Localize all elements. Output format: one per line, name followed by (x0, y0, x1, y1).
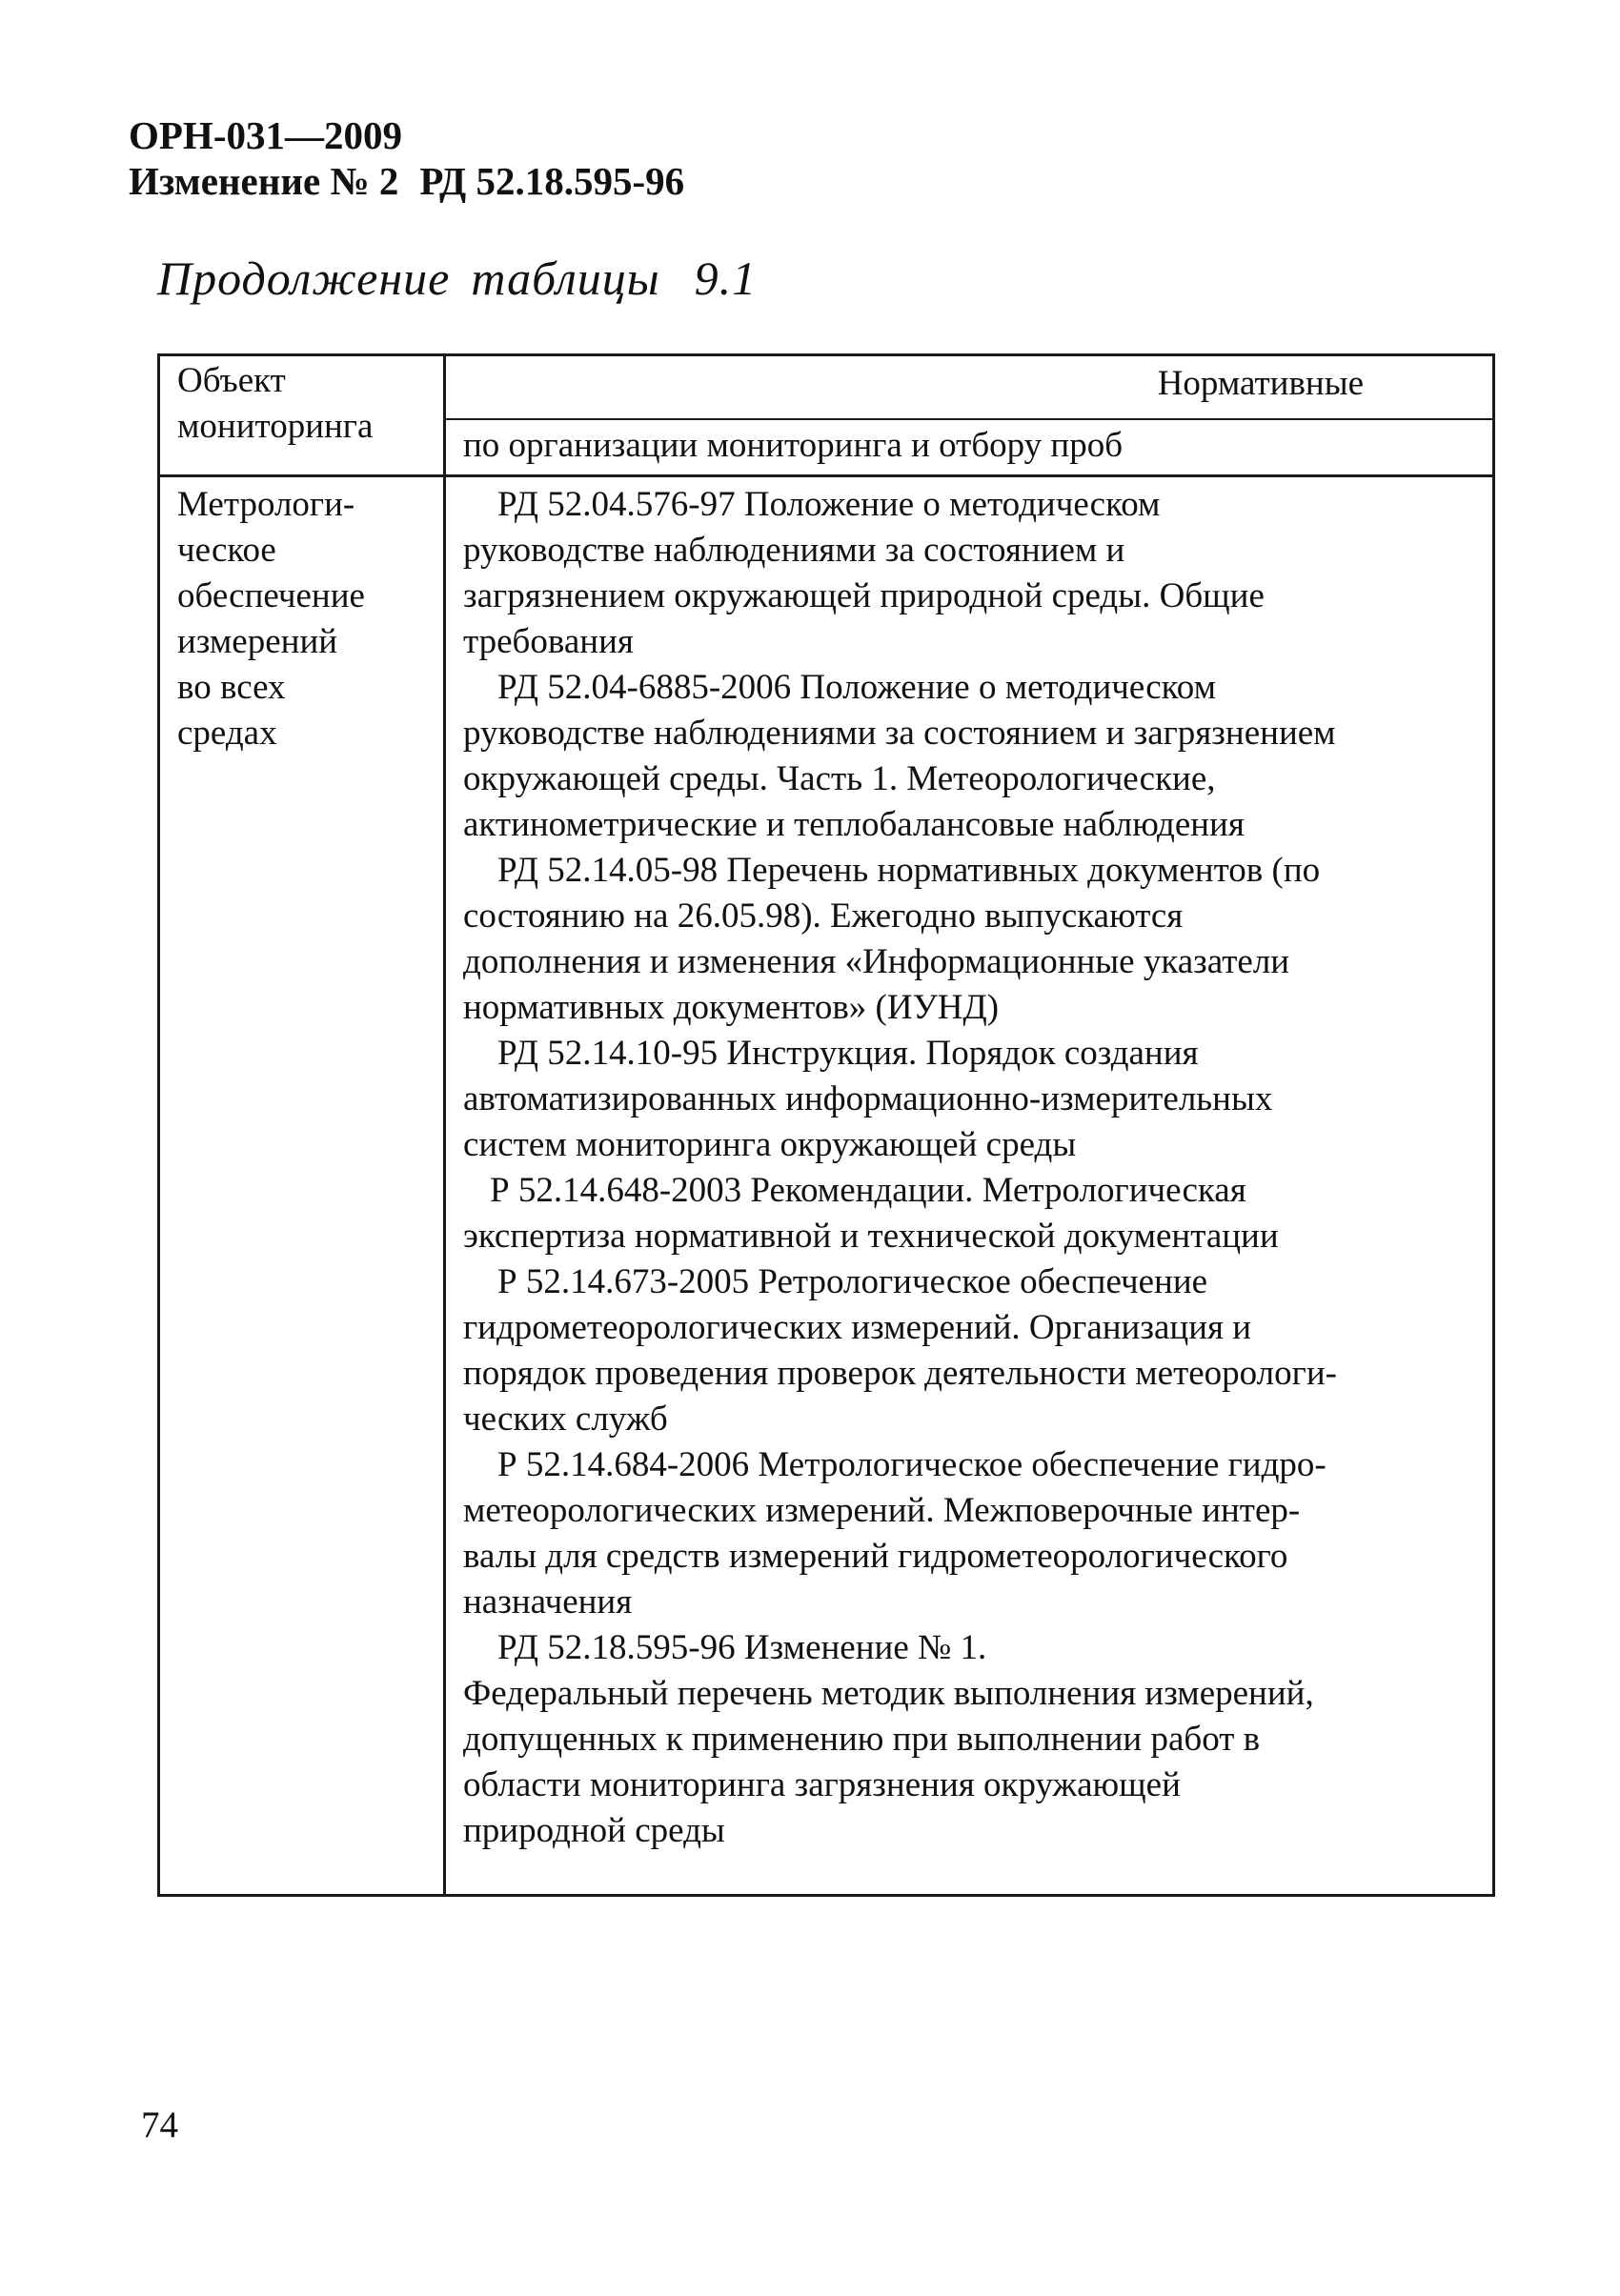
norm-line: РД 52.14.10-95 Инструкция. Порядок создания (497, 1034, 1199, 1073)
norm-line: допущенных к применению при выполнении работ в (463, 1720, 1261, 1759)
object-line: ческое (177, 531, 276, 570)
norm-line: назначения (463, 1582, 633, 1621)
column-subheader-norms: по организации мониторинга и отбору проб (463, 426, 1124, 465)
norm-line: валы для средств измерений гидрометеорологического (463, 1537, 1288, 1576)
object-line: во всех (177, 668, 286, 707)
norm-line: РД 52.04-6885-2006 Положение о методическом (497, 668, 1216, 707)
norm-line: Р 52.14.648-2003 Рекомендации. Метрологическая (490, 1171, 1246, 1210)
norm-line: дополнения и изменения «Информационные указатели (463, 942, 1290, 981)
change-label: Изменение № 2 (129, 159, 399, 203)
column-header-object-line: Объект (177, 361, 286, 400)
object-line: обеспечение (177, 576, 365, 615)
norm-line: метеорологических измерений. Межповерочные интер- (463, 1491, 1301, 1530)
norm-line: нормативных документов» (ИУНД) (463, 988, 1000, 1027)
column-header-norms (448, 361, 1492, 416)
object-line: Метрологи- (177, 485, 355, 524)
table-caption (157, 250, 757, 307)
norm-line: порядок проведения проверок деятельности метеорологи- (463, 1354, 1337, 1393)
column-header-object (177, 358, 439, 450)
column-header-object-line: мониторинга (177, 407, 374, 446)
column-divider (443, 356, 446, 1894)
norm-line: природной среды (463, 1811, 725, 1850)
norms-table (157, 353, 1495, 1897)
norm-line: актинометрические и теплобалансовые наблюдения (463, 805, 1245, 844)
norm-line: руководстве наблюдениями за состоянием и (463, 531, 1125, 570)
norms-cell (463, 482, 1488, 1854)
object-line: средах (177, 714, 277, 753)
norm-line: РД 52.18.595-96 Изменение № 1. (497, 1628, 987, 1667)
norm-line: требования (463, 622, 634, 661)
norm-line: загрязнением окружающей природной среды. Общие (463, 576, 1265, 615)
norm-line: окружающей среды. Часть 1. Метеорологические, (463, 759, 1216, 798)
column-header-norms-label: Нормативные (1157, 364, 1364, 403)
norm-line: РД 52.04.576-97 Положение о методическом (497, 485, 1161, 524)
norm-line: Федеральный перечень методик выполнения измерений, (463, 1674, 1314, 1713)
caption-table-number: 9.1 (694, 252, 758, 305)
norm-line: Р 52.14.684-2006 Метрологическое обеспечение гидро- (497, 1445, 1326, 1484)
object-cell (177, 482, 439, 756)
norm-line: Р 52.14.673-2005 Ретрологическое обеспечение (497, 1262, 1208, 1301)
caption-word-table: таблицы (471, 252, 660, 305)
norm-line: руководстве наблюдениями за состоянием и загрязнением (463, 714, 1336, 753)
header-divider (160, 474, 1492, 477)
norm-line: гидрометеорологических измерений. Организация и (463, 1308, 1252, 1347)
norm-line: экспертиза нормативной и технической документации (463, 1217, 1279, 1256)
change-notice (129, 158, 684, 204)
norm-line: ческих служб (463, 1400, 668, 1439)
norm-line: автоматизированных информационно-измерительных (463, 1079, 1273, 1118)
caption-word-continuation: Продолжение (157, 252, 451, 305)
norm-line: состоянию на 26.05.98). Ежегодно выпускаются (463, 896, 1184, 936)
norm-line: РД 52.14.05-98 Перечень нормативных документов (по (497, 851, 1321, 890)
change-document: РД 52.18.595-96 (419, 159, 685, 203)
page-number: 74 (141, 2105, 178, 2145)
norm-line: систем мониторинга окружающей среды (463, 1125, 1077, 1164)
header-subdivider (443, 418, 1492, 420)
object-line: измерений (177, 622, 338, 661)
document-code: ОРН-031—2009 (129, 113, 402, 157)
norm-line: области мониторинга загрязнения окружающей (463, 1765, 1181, 1804)
